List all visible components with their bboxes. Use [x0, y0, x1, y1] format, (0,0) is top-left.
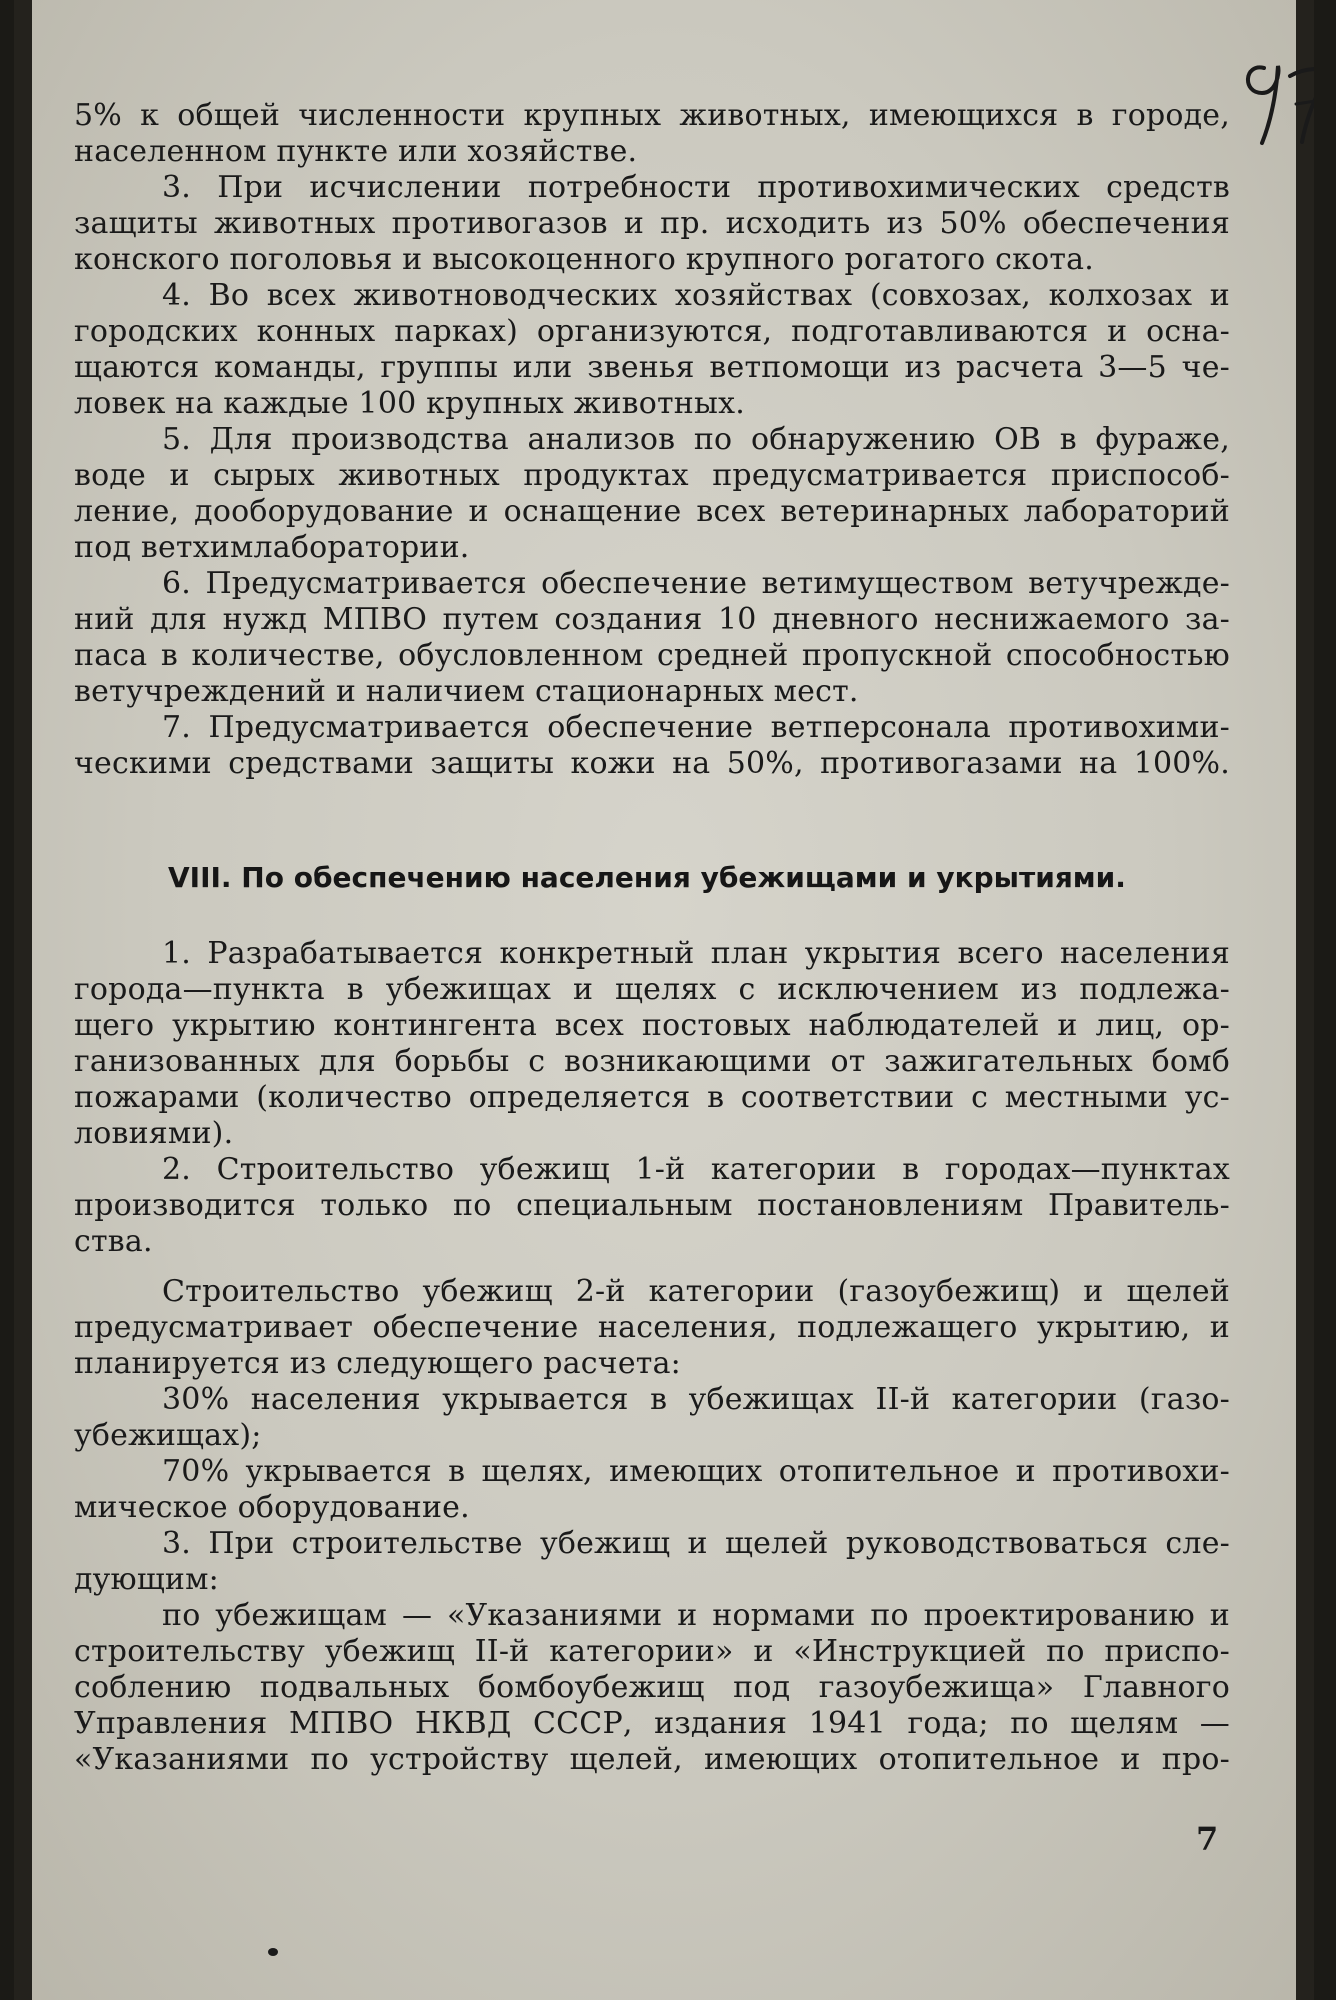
document-body — [74, 98, 1230, 1778]
text-line: дующим: — [74, 1562, 219, 1597]
text-line: щего укрытию контингента всех постовых наблюдателей и лиц, ор- — [74, 1008, 1230, 1043]
text-line: ловиями). — [74, 1116, 234, 1151]
ink-dot — [268, 1948, 278, 1956]
text-line: планируется из следующего расчета: — [74, 1346, 681, 1381]
page-left-edge — [14, 0, 32, 2000]
text-line: «Указаниями по устройству щелей, имеющих отопительное и про- — [74, 1742, 1230, 1777]
text-line: 6. Предусматривается обеспечение ветимуществом ветучрежде- — [162, 566, 1230, 601]
text-line: 4. Во всех животноводческих хозяйствах (совхозах, колхозах и — [162, 278, 1230, 313]
text-line: убежищах); — [74, 1418, 262, 1453]
text-line: производится только по специальным постановлениям Правитель- — [74, 1188, 1230, 1223]
text-line: соблению подвальных бомбоубежищ под газоубежища» Главного — [74, 1670, 1230, 1705]
page-number: 7 — [1196, 1820, 1219, 1858]
text-line: 30% населения укрывается в убежищах II-й категории (газо- — [162, 1382, 1230, 1417]
text-line: защиты животных противогазов и пр. исходить из 50% обеспечения — [74, 206, 1230, 241]
text-line: 1. Разрабатывается конкретный план укрытия всего населения — [162, 936, 1230, 971]
text-line: ческими средствами защиты кожи на 50%, противогазами на 100%. — [74, 746, 1230, 781]
text-line: строительству убежищ II-й категории» и «Инструкцией по приспо- — [74, 1634, 1230, 1669]
text-line: ловек на каждые 100 крупных животных. — [74, 386, 745, 421]
handwritten-page-mark — [1234, 38, 1314, 148]
text-line: 3. При строительстве убежищ и щелей руководствоваться сле- — [162, 1526, 1230, 1561]
text-line: ветучреждений и наличием стационарных мест. — [74, 674, 859, 709]
page-right-edge — [1296, 0, 1314, 2000]
text-line: паса в количестве, обусловленном средней пропускной способностью — [74, 638, 1230, 673]
text-line: Строительство убежищ 2-й категории (газоубежищ) и щелей — [162, 1274, 1230, 1309]
text-line: 5% к общей численности крупных животных, имеющихся в городе, — [74, 98, 1230, 133]
text-line: ства. — [74, 1224, 153, 1259]
text-line: 3. При исчислении потребности противохимических средств — [162, 170, 1230, 205]
text-line: города—пункта в убежищах и щелях с исключением из подлежа- — [74, 972, 1230, 1007]
text-line: мическое оборудование. — [74, 1490, 470, 1525]
text-line: предусматривает обеспечение населения, подлежащего укрытию, и — [74, 1310, 1230, 1345]
section-heading: VIII. По обеспечению населения убежищами и укрытиями. — [168, 861, 1126, 894]
document-page — [14, 0, 1314, 2000]
text-line: под ветхимлаборатории. — [74, 530, 470, 565]
text-line: 70% укрывается в щелях, имеющих отопительное и противохи- — [162, 1454, 1230, 1489]
text-line: пожарами (количество определяется в соответствии с местными ус- — [74, 1080, 1230, 1115]
text-line: 7. Предусматривается обеспечение ветперсонала противохими- — [162, 710, 1230, 745]
text-line: по убежищам — «Указаниями и нормами по проектированию и — [162, 1598, 1230, 1633]
text-line: городских конных парках) организуются, подготавливаются и осна- — [74, 314, 1230, 349]
text-line: щаются команды, группы или звенья ветпомощи из расчета 3—5 че- — [74, 350, 1230, 385]
text-line: конского поголовья и высокоценного крупного рогатого скота. — [74, 242, 1095, 277]
text-line: ний для нужд МПВО путем создания 10 дневного неснижаемого за- — [74, 602, 1230, 637]
text-line: населенном пункте или хозяйстве. — [74, 134, 638, 169]
text-line: воде и сырых животных продуктах предусматривается приспособ- — [74, 458, 1230, 493]
text-line: ление, дооборудование и оснащение всех ветеринарных лабораторий — [74, 494, 1230, 529]
text-line: 5. Для производства анализов по обнаружению ОВ в фураже, — [162, 422, 1230, 457]
text-line: Управления МПВО НКВД СССР, издания 1941 года; по щелям — — [74, 1706, 1230, 1741]
text-line: 2. Строительство убежищ 1-й категории в городах—пунктах — [162, 1152, 1230, 1187]
text-line: ганизованных для борьбы с возникающими от зажигательных бомб — [74, 1044, 1230, 1079]
